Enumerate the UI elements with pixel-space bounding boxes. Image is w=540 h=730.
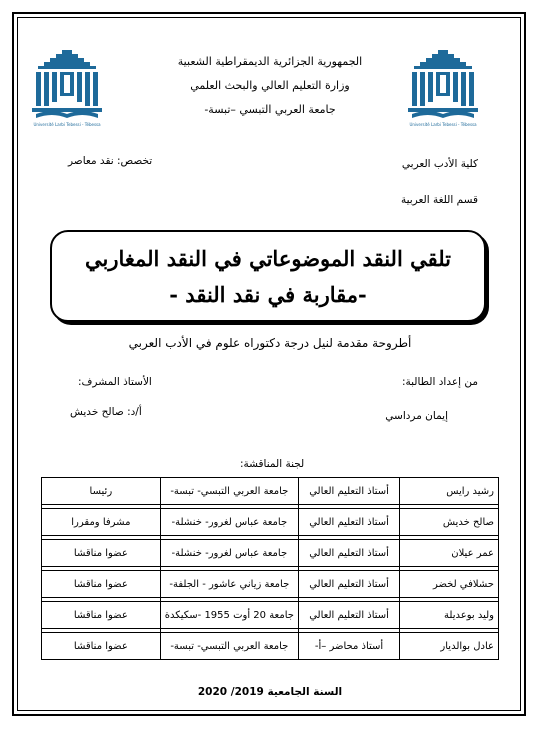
member-name: صالح خديش bbox=[400, 509, 499, 536]
member-role: عضوا مناقشا bbox=[42, 540, 161, 567]
table-row bbox=[42, 633, 499, 660]
thesis-subtitle: أطروحة مقدمة لنيل درجة دكتوراه علوم في الأدب العربي bbox=[128, 336, 412, 350]
title-line-2: -مقاربة في نقد النقد - bbox=[169, 282, 367, 307]
header-republic: الجمهورية الجزائرية الديمقراطية الشعبية bbox=[177, 55, 363, 68]
supervisor-label: الأستاذ المشرف: bbox=[78, 376, 152, 388]
student-label: من إعداد الطالبة: bbox=[401, 376, 478, 388]
member-role: مشرفا ومقررا bbox=[42, 509, 161, 536]
header-university: جامعة العربي التبسي –تبسة- bbox=[204, 103, 336, 116]
member-name: عادل بوالديار bbox=[400, 633, 499, 660]
specialty: تخصص: نقد معاصر bbox=[68, 155, 153, 167]
title-box bbox=[50, 230, 486, 322]
member-rank: أستاذ محاضر –أ- bbox=[298, 633, 399, 660]
member-name: وليد بوعديلة bbox=[400, 602, 499, 629]
member-role: عضوا مناقشا bbox=[42, 633, 161, 660]
faculty: كلية الأدب العربي bbox=[401, 158, 478, 170]
member-institution: جامعة العربي التبسي- تبسة- bbox=[160, 478, 298, 505]
logo-caption-right: Université Larbi Tebessi - Tébessa bbox=[409, 122, 477, 127]
table-row bbox=[42, 602, 499, 629]
member-institution: جامعة عباس لغرور- خنشلة- bbox=[160, 509, 298, 536]
member-role: رئيسا bbox=[42, 478, 161, 505]
table-row bbox=[42, 540, 499, 567]
logo-caption-left: Université Larbi Tebessi - Tébessa bbox=[33, 122, 101, 127]
table-row bbox=[42, 571, 499, 598]
member-institution: جامعة 20 أوت 1955 -سكيكدة bbox=[160, 602, 298, 629]
member-rank: أستاذ التعليم العالي bbox=[298, 540, 399, 567]
department: قسم اللغة العربية bbox=[400, 194, 478, 206]
member-rank: أستاذ التعليم العالي bbox=[298, 478, 399, 505]
member-name: حشلافي لخضر bbox=[400, 571, 499, 598]
academic-year: السنة الجامعية 2019/ 2020 bbox=[197, 686, 343, 698]
member-role: عضوا مناقشا bbox=[42, 602, 161, 629]
supervisor-name: أ/د: صالح خديش bbox=[70, 406, 142, 418]
header-ministry: وزارة التعليم العالي والبحث العلمي bbox=[190, 79, 350, 92]
member-role: عضوا مناقشا bbox=[42, 571, 161, 598]
table-row bbox=[42, 478, 499, 505]
university-logo-right bbox=[398, 42, 488, 132]
table-row bbox=[42, 509, 499, 536]
member-name: عمر عيلان bbox=[400, 540, 499, 567]
member-name: رشيد رايس bbox=[400, 478, 499, 505]
student-name: إيمان مرداسي bbox=[385, 410, 448, 422]
member-rank: أستاذ التعليم العالي bbox=[298, 602, 399, 629]
member-rank: أستاذ التعليم العالي bbox=[298, 571, 399, 598]
member-institution: جامعة العربي التبسي- تبسة- bbox=[160, 633, 298, 660]
member-institution: جامعة عباس لغرور- خنشلة- bbox=[160, 540, 298, 567]
university-logo-left bbox=[22, 42, 112, 132]
committee-table bbox=[41, 477, 499, 660]
member-institution: جامعة زياني عاشور - الجلفة- bbox=[160, 571, 298, 598]
title-line-1: تلقي النقد الموضوعاتي في النقد المغاربي bbox=[84, 246, 452, 271]
member-rank: أستاذ التعليم العالي bbox=[298, 509, 399, 536]
committee-title: لجنة المناقشة: bbox=[240, 458, 305, 470]
